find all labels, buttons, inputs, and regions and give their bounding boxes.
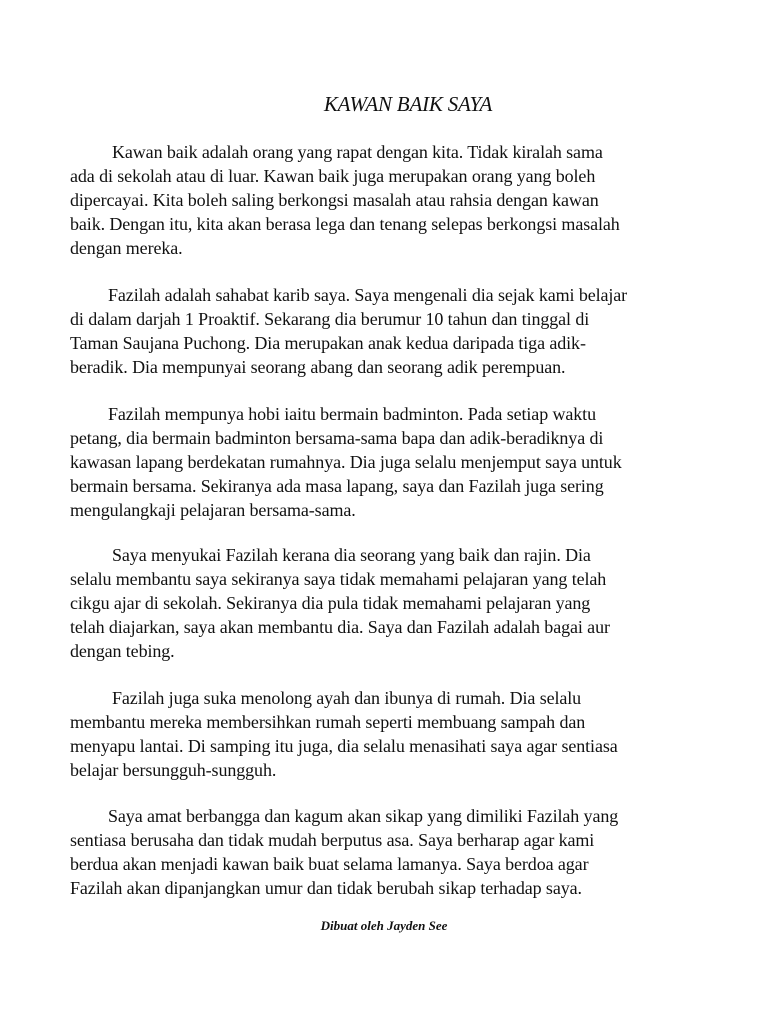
paragraph-line: bermain bersama. Sekiranya ada masa lapang, saya dan Fazilah juga sering — [70, 476, 604, 496]
paragraph-line: Kawan baik adalah orang yang rapat dengan kita. Tidak kiralah sama — [112, 142, 603, 162]
author-credit: Dibuat oleh Jayden See — [320, 918, 448, 933]
paragraph-line: menyapu lantai. Di samping itu juga, dia selalu menasihati saya agar sentiasa — [70, 736, 618, 756]
paragraph-line: dengan tebing. — [70, 641, 175, 661]
paragraph-line: Fazilah akan dipanjangkan umur dan tidak berubah sikap terhadap saya. — [70, 878, 582, 898]
paragraph-line: membantu mereka membersihkan rumah seperti membuang sampah dan — [70, 712, 586, 732]
paragraph-line: dipercayai. Kita boleh saling berkongsi masalah atau rahsia dengan kawan — [70, 190, 599, 210]
paragraph-5 — [70, 686, 700, 782]
paragraph-4 — [70, 543, 700, 663]
paragraph-line: Fazilah adalah sahabat karib saya. Saya mengenali dia sejak kami belajar — [108, 285, 628, 305]
paragraph-3 — [70, 402, 700, 522]
paragraph-6 — [70, 804, 700, 900]
paragraph-line: telah diajarkan, saya akan membantu dia. Saya dan Fazilah adalah bagai aur — [70, 617, 610, 637]
paragraph-line: beradik. Dia mempunyai seorang abang dan seorang adik perempuan. — [70, 357, 566, 377]
paragraph-line: berdua akan menjadi kawan baik buat selama lamanya. Saya berdoa agar — [70, 854, 589, 874]
paragraph-line: kawasan lapang berdekatan rumahnya. Dia juga selalu menjemput saya untuk — [70, 452, 622, 472]
paragraph-line: baik. Dengan itu, kita akan berasa lega dan tenang selepas berkongsi masalah — [70, 214, 620, 234]
paragraph-line: cikgu ajar di sekolah. Sekiranya dia pula tidak memahami pelajaran yang — [70, 593, 591, 613]
document-title: KAWAN BAIK SAYA — [323, 92, 493, 116]
paragraph-line: Fazilah juga suka menolong ayah dan ibunya di rumah. Dia selalu — [112, 688, 582, 708]
paragraph-2 — [70, 283, 700, 379]
paragraph-line: ada di sekolah atau di luar. Kawan baik juga merupakan orang yang boleh — [70, 166, 596, 186]
paragraph-line: Fazilah mempunya hobi iaitu bermain badminton. Pada setiap waktu — [108, 404, 596, 424]
paragraph-line: petang, dia bermain badminton bersama-sama bapa dan adik-beradiknya di — [70, 428, 604, 448]
paragraph-line: belajar bersungguh-sungguh. — [70, 760, 277, 780]
paragraph-line: mengulangkaji pelajaran bersama-sama. — [70, 500, 356, 520]
paragraph-line: sentiasa berusaha dan tidak mudah berputus asa. Saya berharap agar kami — [70, 830, 595, 850]
paragraph-line: Taman Saujana Puchong. Dia merupakan anak kedua daripada tiga adik- — [70, 333, 586, 353]
paragraph-line: selalu membantu saya sekiranya saya tidak memahami pelajaran yang telah — [70, 569, 607, 589]
paragraph-line: Saya amat berbangga dan kagum akan sikap yang dimiliki Fazilah yang — [108, 806, 619, 826]
paragraph-1 — [70, 140, 700, 260]
paragraph-line: di dalam darjah 1 Proaktif. Sekarang dia berumur 10 tahun dan tinggal di — [70, 309, 590, 329]
paragraph-line: dengan mereka. — [70, 238, 183, 258]
paragraph-line: Saya menyukai Fazilah kerana dia seorang yang baik dan rajin. Dia — [112, 545, 591, 565]
